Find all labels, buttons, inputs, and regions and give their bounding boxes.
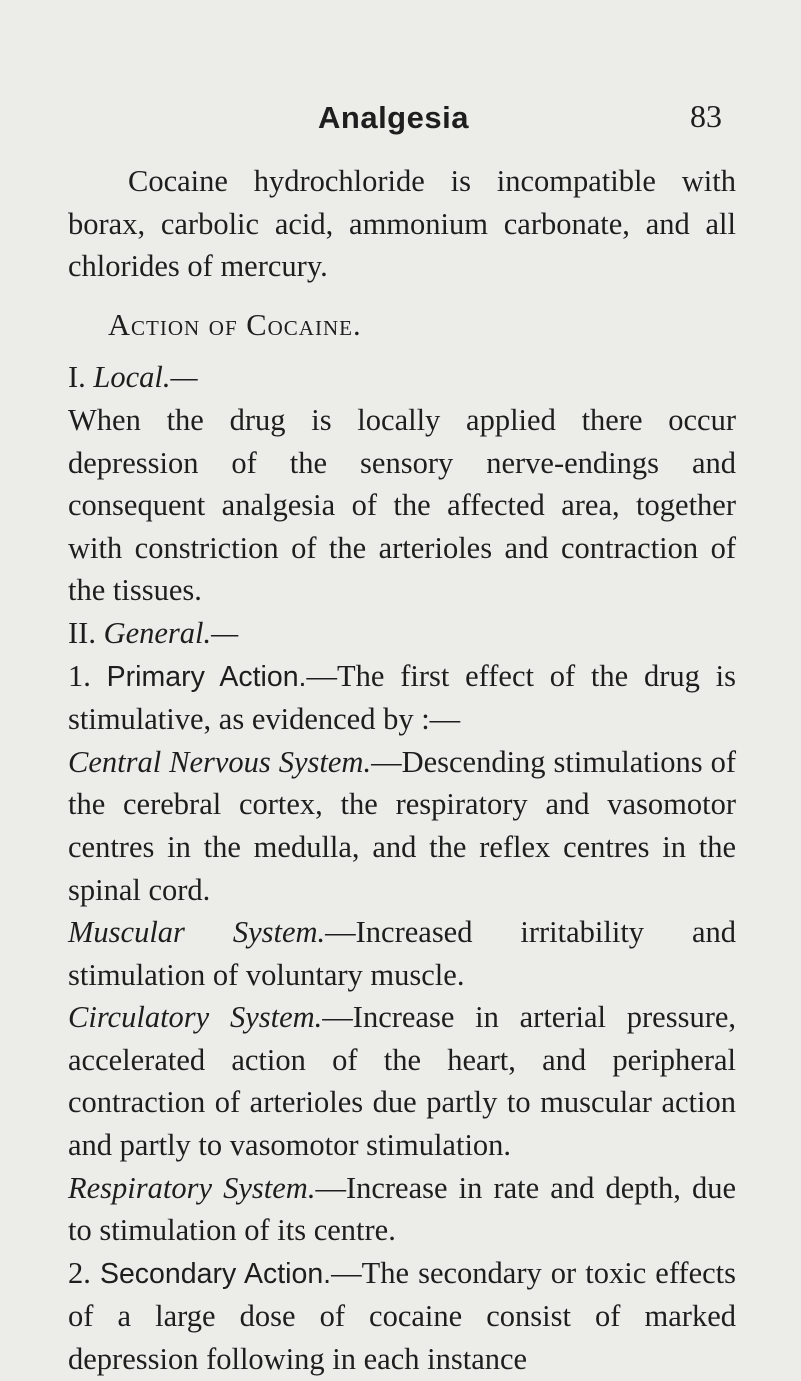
- muscular-title: Muscular System.: [68, 915, 326, 950]
- respiratory-title: Respiratory System.: [68, 1170, 316, 1205]
- local-number: I.: [68, 360, 86, 395]
- secondary-number: 2.: [68, 1255, 91, 1290]
- muscular-paragraph: [68, 911, 736, 996]
- circulatory-title: Circulatory System.: [68, 1000, 323, 1035]
- circulatory-paragraph: [68, 996, 736, 1166]
- secondary-body: —The secondary or toxic effects of a large dose of cocaine consist of marked depression following in each instance: [68, 1255, 737, 1377]
- running-head: Analgesia: [318, 100, 469, 135]
- circulatory-body: —Increase in arterial pressure, accelerated action of the heart, and peripheral contraction of arterioles due partly to muscular action and partly to vasomotor stimulation.: [68, 1000, 737, 1163]
- local-heading: [68, 356, 736, 399]
- section-heading: Action of Cocaine.: [108, 307, 362, 342]
- primary-action-paragraph: [68, 655, 736, 741]
- general-number: II.: [68, 615, 96, 650]
- cns-body: —Descending stimulations of the cerebral cortex, the respiratory and vasomotor centres in the medulla, and the reflex centres in the spinal cord.: [68, 744, 736, 907]
- primary-body: —The first effect of the drug is stimulative, as evidenced by :—: [68, 658, 737, 737]
- respiratory-body: —Increase in rate and depth, due to stimulation of its centre.: [68, 1170, 736, 1248]
- respiratory-paragraph: [68, 1167, 736, 1252]
- secondary-action-paragraph: [68, 1252, 736, 1381]
- primary-number: 1.: [68, 658, 91, 693]
- intro-paragraph: Cocaine hydrochloride is incompatible with borax, carbolic acid, ammonium carbonate, and all chlorides of mercury.: [68, 164, 736, 284]
- page-number: 83: [690, 98, 722, 134]
- secondary-title: Secondary Action.: [99, 1257, 332, 1290]
- general-title: General.—: [103, 615, 239, 650]
- body-text: [68, 160, 736, 1381]
- page-header: [0, 92, 801, 142]
- muscular-body: —Increased irritability and stimulation of voluntary muscle.: [68, 915, 736, 992]
- primary-title: Primary Action.: [106, 660, 307, 693]
- local-paragraph: When the drug is locally applied there occur depression of the sensory nerve-endings and consequent analgesia of the affected area, together with constriction of the arterioles and contraction of the tissues.: [68, 402, 736, 608]
- cns-paragraph: [68, 741, 736, 911]
- local-title: Local.—: [93, 360, 198, 395]
- cns-title: Central Nervous System.: [68, 744, 372, 779]
- general-heading: [68, 612, 736, 655]
